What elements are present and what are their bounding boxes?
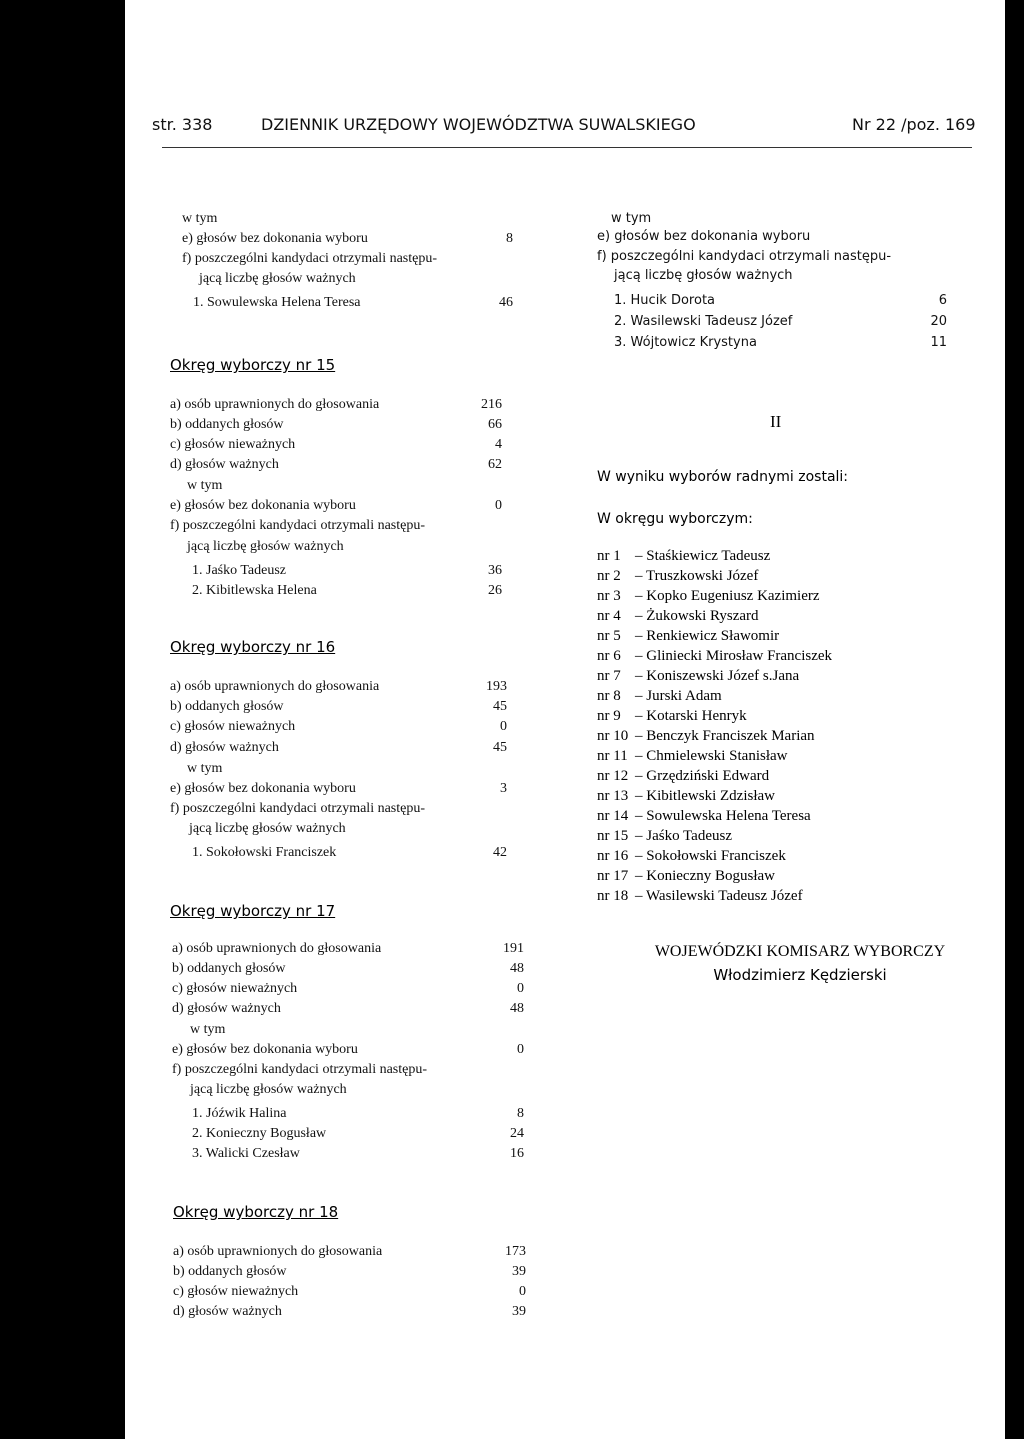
value: 11 [930,335,947,350]
line: f) poszczególni kandydaci otrzymali następu- [597,249,892,264]
value: 3 [500,781,507,796]
value: 36 [488,563,502,578]
value: 16 [510,1146,524,1161]
line: jącą liczbę głosów ważnych [614,268,793,283]
item-nr: nr 5 [597,628,621,644]
item-name: – Koniszewski Józef s.Jana [635,668,800,684]
item-nr: nr 18 [597,888,629,904]
line: 1. Sowulewska Helena Teresa [193,295,361,310]
value: 6 [938,293,947,308]
line: b) oddanych głosów [170,417,284,432]
section-number: II [770,412,782,431]
value: 20 [930,314,947,329]
line: e) głosów bez dokonania wyboru [182,231,368,246]
item-name: – Kotarski Henryk [635,708,747,724]
item-name: – Jaśko Tadeusz [635,828,732,844]
line: 1. Jóźwik Halina [192,1106,287,1121]
item-nr: nr 13 [597,788,629,804]
value: 26 [488,583,502,598]
value: 48 [510,961,524,976]
value: 66 [488,417,502,432]
item-name: – Benczyk Franciszek Marian [635,728,815,744]
item-nr: nr 10 [597,728,629,744]
line: 3. Walicki Czesław [192,1146,300,1161]
district-18-title: Okręg wyborczy nr 18 [173,1203,339,1221]
line: c) głosów nieważnych [173,1284,299,1299]
line: 1. Hucik Dorota [614,293,716,308]
value: 0 [517,981,524,996]
line: 3. Wójtowicz Krystyna [614,335,757,350]
commissioner-name: Włodzimierz Kędzierski [713,966,887,984]
line: d) głosów ważnych [170,457,279,472]
line: d) głosów ważnych [172,1001,281,1016]
line: d) głosów ważnych [173,1304,282,1319]
item-name: – Gliniecki Mirosław Franciszek [635,648,833,664]
value: 191 [503,941,524,956]
line: f) poszczególni kandydaci otrzymali następu- [172,1062,428,1077]
results-subintro: W okręgu wyborczym: [597,511,753,527]
line: jącą liczbę głosów ważnych [189,821,346,836]
value: 46 [499,295,513,310]
line: 2. Konieczny Bogusław [192,1126,327,1141]
item-nr: nr 9 [597,708,621,724]
item-nr: nr 15 [597,828,629,844]
district-15-title: Okręg wyborczy nr 15 [170,356,336,374]
item-name: – Żukowski Ryszard [635,608,759,624]
line: a) osób uprawnionych do głosowania [170,397,380,412]
line: 1. Sokołowski Franciszek [192,845,337,860]
header-rule [162,147,972,148]
item-nr: nr 6 [597,648,621,664]
item-nr: nr 2 [597,568,621,584]
item-name: – Kibitlewski Zdzisław [635,788,775,804]
value: 0 [519,1284,526,1299]
value: 193 [486,679,507,694]
line: a) osób uprawnionych do głosowania [172,941,382,956]
line: c) głosów nieważnych [170,437,296,452]
item-name: – Truszkowski Józef [635,568,759,584]
results-intro: W wyniku wyborów radnymi zostali: [597,469,849,485]
line: e) głosów bez dokonania wyboru [597,229,811,244]
value: 48 [510,1001,524,1016]
commissioner-title: WOJEWÓDZKI KOMISARZ WYBORCZY [654,943,946,960]
line: f) poszczególni kandydaci otrzymali następu- [170,518,426,533]
value: 0 [500,719,507,734]
line: c) głosów nieważnych [172,981,298,996]
item-name: – Konieczny Bogusław [635,868,775,884]
value: 8 [506,231,513,246]
item-nr: nr 11 [597,748,628,764]
value: 42 [493,845,507,860]
line: b) oddanych głosów [173,1264,287,1279]
item-name: – Jurski Adam [635,688,722,704]
item-nr: nr 8 [597,688,621,704]
item-name: – Sokołowski Franciszek [635,848,786,864]
page-number: str. 338 [152,115,213,134]
journal-title: DZIENNIK URZĘDOWY WOJEWÓDZTWA SUWALSKIEGO [261,115,696,134]
district-17-title: Okręg wyborczy nr 17 [170,902,336,920]
line: f) poszczególni kandydaci otrzymali następu- [182,251,438,266]
value: 4 [495,437,502,452]
item-nr: nr 16 [597,848,629,864]
item-nr: nr 12 [597,768,629,784]
item-name: – Chmielewski Stanisław [635,748,788,764]
value: 216 [481,397,502,412]
value: 45 [493,699,507,714]
line: e) głosów bez dokonania wyboru [170,781,356,796]
line: jącą liczbę głosów ważnych [187,539,344,554]
value: 8 [517,1106,524,1121]
value: 39 [512,1264,526,1279]
line: 2. Wasilewski Tadeusz Józef [614,314,793,329]
line: w tym [187,761,223,776]
value: 45 [493,740,507,755]
district-16-title: Okręg wyborczy nr 16 [170,638,336,656]
line: w tym [190,1022,226,1037]
item-nr: nr 17 [597,868,629,884]
line: w tym [182,211,218,226]
page-header [152,115,976,145]
line: b) oddanych głosów [170,699,284,714]
item-nr: nr 1 [597,548,621,564]
issue-number: Nr 22 /poz. 169 [852,115,976,134]
value: 62 [488,457,502,472]
line: w tym [611,211,652,226]
item-name: – Renkiewicz Sławomir [635,628,780,644]
line: e) głosów bez dokonania wyboru [172,1042,358,1057]
value: 39 [512,1304,526,1319]
item-nr: nr 3 [597,588,621,604]
line: 2. Kibitlewska Helena [192,583,317,598]
item-name: – Sowulewska Helena Teresa [635,808,811,824]
line: jącą liczbę głosów ważnych [190,1082,347,1097]
line: e) głosów bez dokonania wyboru [170,498,356,513]
line: jącą liczbę głosów ważnych [199,271,356,286]
line: d) głosów ważnych [170,740,279,755]
value: 0 [517,1042,524,1057]
item-name: – Kopko Eugeniusz Kazimierz [635,588,820,604]
line: a) osób uprawnionych do głosowania [173,1244,383,1259]
item-name: – Staśkiewicz Tadeusz [635,548,771,564]
line: w tym [187,478,223,493]
line: 1. Jaśko Tadeusz [192,563,287,578]
item-name: – Grzędziński Edward [635,768,770,784]
item-nr: nr 4 [597,608,621,624]
line: a) osób uprawnionych do głosowania [170,679,380,694]
value: 173 [505,1244,526,1259]
item-name: – Wasilewski Tadeusz Józef [635,888,803,904]
line: b) oddanych głosów [172,961,286,976]
item-nr: nr 7 [597,668,621,684]
value: 24 [510,1126,524,1141]
value: 0 [495,498,502,513]
item-nr: nr 14 [597,808,629,824]
line: c) głosów nieważnych [170,719,296,734]
line: f) poszczególni kandydaci otrzymali następu- [170,801,426,816]
